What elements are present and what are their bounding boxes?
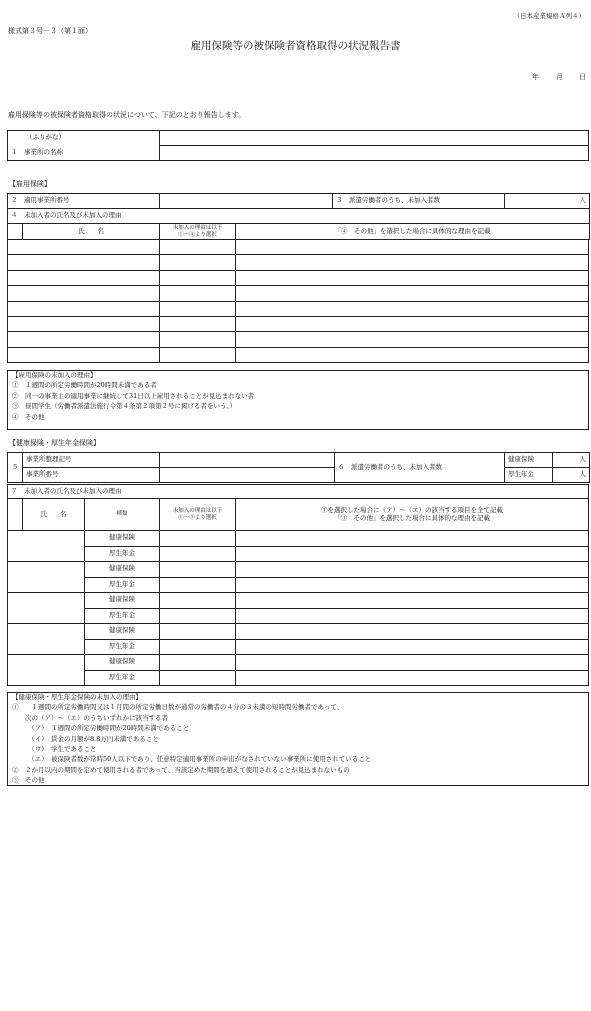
unenrolled-list-label: ４ 未加入者の氏名及び未加入の理由 — [8, 209, 590, 224]
health-row-detail-field[interactable] — [236, 670, 589, 686]
table-row — [8, 316, 589, 331]
employment-reasons-title: 【雇用保険の未加入の理由】 — [12, 371, 97, 379]
employment-row-name-field[interactable] — [8, 316, 160, 331]
date-month-label: 月 — [556, 73, 563, 81]
health-row-type: 健康保険 — [85, 531, 160, 547]
health-row-type: 健康保険 — [85, 593, 160, 609]
health-row-type: 健康保険 — [85, 655, 160, 671]
col-name-header: 氏 名 — [23, 224, 160, 240]
employment-row-detail-field[interactable] — [236, 332, 589, 347]
health-row-type: 厚生年金 — [85, 577, 160, 593]
health-reason-item: （ウ） 学生であること — [12, 744, 97, 753]
health-row-detail-field[interactable] — [236, 546, 589, 562]
employment-row-reason-field[interactable] — [160, 270, 236, 285]
health-section-label: 【健康保険・厚生年金保険】 — [9, 439, 100, 447]
office-number-label: ２ 適用事業所番号 — [8, 194, 160, 209]
health-rows — [7, 530, 589, 686]
health-row-reason-field[interactable] — [160, 639, 236, 655]
col-detail-header: 「④ その他」を選択した場合に具体的な理由を記載 — [236, 224, 590, 240]
health-reason-item: ① １週間の所定労働時間又は１月間の所定労働日数が通常の労働者の４分の３未満の短時間労働者であって、 — [12, 703, 344, 712]
health-row-type: 健康保険 — [85, 624, 160, 640]
office-name-field[interactable] — [160, 146, 589, 161]
health-row-name-field[interactable] — [8, 624, 85, 655]
health-row-name-field[interactable] — [8, 562, 85, 593]
employment-section-label: 【雇用保険】 — [9, 180, 51, 188]
dispatch-unenrolled-field[interactable] — [505, 194, 590, 209]
furigana-field[interactable] — [160, 131, 589, 146]
dispatch-kenko-field[interactable]: 人 — [553, 453, 590, 468]
health-row-type: 厚生年金 — [85, 639, 160, 655]
health-row-reason-field[interactable] — [160, 670, 236, 686]
health-row-detail-field[interactable] — [236, 655, 589, 671]
office-number2-label: 事業所番号 — [23, 468, 160, 483]
employment-reason-item: ② 同一の事業主の適用事業に継続して31日以上雇用されることが見込まれない者 — [12, 391, 255, 400]
dispatch-kosei-field[interactable]: 人 — [553, 468, 590, 483]
table-row — [8, 655, 589, 671]
office-name-table — [7, 130, 589, 161]
health-reason-item: （ア） １週間の所定労働時間が20時間未満であること — [12, 724, 190, 733]
health-list-label: ７ 未加入者の氏名及び未加入の理由 — [8, 485, 589, 499]
dispatch-kosei-label: 厚生年金 — [505, 468, 553, 483]
employment-rows — [7, 239, 589, 363]
item5-number: ５ — [8, 453, 23, 483]
health-reason-item: （エ） 被保険者数が常時50人以下であり、任意特定適用事業所の申出がなされていない事業所に使用されていること — [12, 755, 372, 764]
office-code-label: 事業所整理記号 — [23, 453, 160, 468]
indent-cell — [8, 224, 23, 240]
employment-row-reason-field[interactable] — [160, 301, 236, 316]
employment-row-reason-field[interactable] — [160, 332, 236, 347]
health-reason-item: ③ その他 — [12, 776, 45, 785]
employment-row-detail-field[interactable] — [236, 286, 589, 301]
date-day-label: 日 — [579, 73, 586, 81]
employment-row-name-field[interactable] — [8, 332, 160, 347]
health-row-type: 厚生年金 — [85, 670, 160, 686]
table-row — [8, 286, 589, 301]
health-row-reason-field[interactable] — [160, 655, 236, 671]
office-number-field[interactable] — [160, 194, 333, 209]
health-rows-table — [7, 530, 589, 686]
employment-row-detail-field[interactable] — [236, 301, 589, 316]
table-row — [8, 531, 589, 547]
health-row-detail-field[interactable] — [236, 593, 589, 609]
health-list-table — [7, 484, 589, 531]
date-year-label: 年 — [532, 73, 539, 81]
employment-row-reason-field[interactable] — [160, 347, 236, 362]
employment-rows-table — [7, 239, 589, 363]
employment-table — [7, 193, 590, 240]
table-row — [8, 562, 589, 578]
form-number: 様式第３号－３（第１面） — [8, 27, 92, 35]
health-row-reason-field[interactable] — [160, 562, 236, 578]
table-row — [8, 608, 589, 624]
employment-row-name-field[interactable] — [8, 286, 160, 301]
table-row — [8, 577, 589, 593]
health-row-type: 健康保険 — [85, 562, 160, 578]
health-reason-item: 次の（ア）～（エ）のうちいずれかに該当する者 — [12, 713, 168, 722]
table-row — [8, 255, 589, 270]
table-row — [8, 240, 589, 255]
employment-reason-item: ① １週間の所定労働時間が20時間未満である者 — [12, 381, 157, 390]
person-unit: 人 — [579, 196, 586, 205]
health-col-detail: ①を選択した場合に（ア）～（エ）の該当する項目を全て記載 「③ その他」を選択した場合に具体的な理由を記載 — [236, 499, 589, 531]
health-dispatch-label: ６ 派遣労働者のうち、未加入者数 — [335, 453, 505, 483]
health-row-reason-field[interactable] — [160, 577, 236, 593]
health-row-reason-field[interactable] — [160, 608, 236, 624]
health-reason-item: ② ２か月以内の期間を定めて使用される者であって、当該定めた期間を超えて使用されることが見込まれないもの — [12, 765, 350, 774]
employment-row-reason-field[interactable] — [160, 316, 236, 331]
table-row — [8, 332, 589, 347]
page-title: 雇用保険等の被保険者資格取得の状況報告書 — [190, 40, 401, 52]
health-row-type: 厚生年金 — [85, 546, 160, 562]
employment-row-detail-field[interactable] — [236, 240, 589, 255]
table-row — [8, 624, 589, 640]
indent-cell — [8, 499, 23, 531]
employment-row-detail-field[interactable] — [236, 316, 589, 331]
health-row-reason-field[interactable] — [160, 593, 236, 609]
health-row-reason-field[interactable] — [160, 624, 236, 640]
health-reasons-box — [7, 692, 589, 786]
health-row-detail-field[interactable] — [236, 639, 589, 655]
employment-reasons-box — [7, 370, 589, 430]
health-top-table — [7, 452, 590, 483]
employment-row-name-field[interactable] — [8, 347, 160, 362]
table-row — [8, 347, 589, 362]
table-row — [8, 301, 589, 316]
col-reason-header: 未加入の理由は以下 ①～④より選択 — [160, 224, 236, 240]
employment-row-reason-field[interactable] — [160, 286, 236, 301]
employment-reason-item: ③ 昼間学生（労働者派遣法施行令第４条第２項第２号に掲げる者をいう。） — [12, 402, 237, 411]
employment-reason-item: ④ その他 — [12, 412, 45, 421]
employment-row-name-field[interactable] — [8, 270, 160, 285]
table-row — [8, 546, 589, 562]
table-row — [8, 670, 589, 686]
paper-size-note: （日本産業規格Ａ列４） — [513, 12, 585, 20]
office-code-field[interactable] — [160, 453, 335, 468]
health-row-name-field[interactable] — [8, 531, 85, 562]
health-row-detail-field[interactable] — [236, 577, 589, 593]
furigana-label: （ふりがな） — [8, 131, 160, 146]
health-reasons-title: 【健康保険・厚生年金保険の未加入の理由】 — [12, 693, 142, 701]
health-reason-item: （イ） 賃金の月額が8.8万円未満であること — [12, 734, 159, 743]
health-col-name: 氏 名 — [23, 499, 85, 531]
table-row — [8, 639, 589, 655]
health-row-type: 厚生年金 — [85, 608, 160, 624]
health-row-detail-field[interactable] — [236, 562, 589, 578]
health-row-detail-field[interactable] — [236, 624, 589, 640]
dispatch-unenrolled-label: ３ 派遣労働者のうち、未加入者数 — [333, 194, 505, 209]
employment-row-reason-field[interactable] — [160, 240, 236, 255]
employment-row-name-field[interactable] — [8, 240, 160, 255]
intro-text: 雇用保険等の被保険者資格取得の状況について、下記のとおり報告します。 — [8, 111, 246, 119]
employment-row-detail-field[interactable] — [236, 270, 589, 285]
office-name-label: １ 事業所の名称 — [8, 146, 160, 161]
table-row — [8, 593, 589, 609]
health-row-reason-field[interactable] — [160, 531, 236, 547]
health-row-detail-field[interactable] — [236, 531, 589, 547]
employment-row-detail-field[interactable] — [236, 255, 589, 270]
health-col-reason: 未加入の理由は以下 ①～③より選択 — [160, 499, 236, 531]
dispatch-kenko-label: 健康保険 — [505, 453, 553, 468]
health-row-name-field[interactable] — [8, 593, 85, 624]
table-row — [8, 270, 589, 285]
employment-row-name-field[interactable] — [8, 301, 160, 316]
employment-row-detail-field[interactable] — [236, 347, 589, 362]
health-row-name-field[interactable] — [8, 655, 85, 686]
office-number2-field[interactable] — [160, 468, 335, 483]
employment-row-reason-field[interactable] — [160, 255, 236, 270]
health-row-reason-field[interactable] — [160, 546, 236, 562]
health-col-type: 種類 — [85, 499, 160, 531]
health-row-detail-field[interactable] — [236, 608, 589, 624]
employment-row-name-field[interactable] — [8, 255, 160, 270]
